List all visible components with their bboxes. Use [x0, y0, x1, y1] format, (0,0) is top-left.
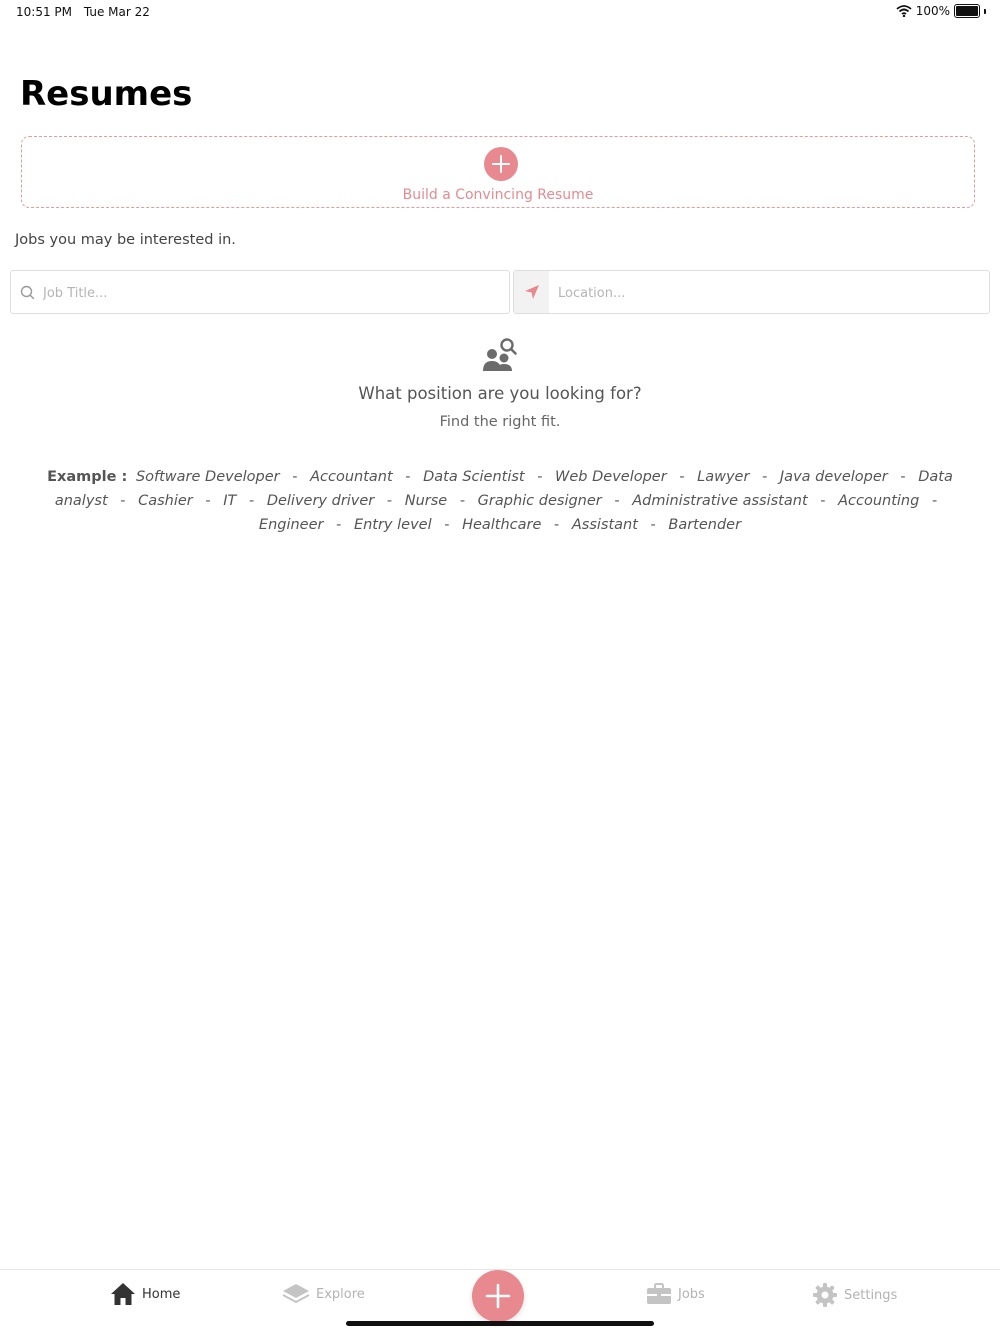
- example-separator: -: [614, 493, 620, 509]
- status-date: Tue Mar 22: [83, 5, 150, 19]
- jobs-caption: Jobs you may be interested in.: [15, 232, 236, 248]
- example-separator: -: [444, 517, 450, 533]
- example-keyword[interactable]: Healthcare: [462, 517, 542, 533]
- example-keyword[interactable]: Accounting: [838, 493, 920, 509]
- job-title-input[interactable]: [41, 271, 505, 315]
- battery-tip: [984, 9, 986, 14]
- example-keyword[interactable]: Administrative assistant: [632, 493, 808, 509]
- example-separator: -: [650, 517, 656, 533]
- page-title: Resumes: [20, 74, 193, 114]
- example-keyword[interactable]: IT: [223, 493, 237, 509]
- example-separator: -: [762, 469, 768, 485]
- layers-icon: [282, 1282, 310, 1306]
- example-keyword[interactable]: Web Developer: [555, 469, 667, 485]
- example-separator: -: [554, 517, 560, 533]
- add-button[interactable]: [472, 1270, 524, 1322]
- status-bar: [0, 0, 1000, 24]
- tab-jobs[interactable]: [646, 1282, 705, 1306]
- example-keyword[interactable]: Nurse: [404, 493, 448, 509]
- example-separator: -: [679, 469, 685, 485]
- example-separator: -: [537, 469, 543, 485]
- status-indicators: [896, 4, 986, 18]
- tab-home[interactable]: [110, 1282, 180, 1306]
- example-keyword[interactable]: Cashier: [138, 493, 193, 509]
- example-separator: -: [292, 469, 298, 485]
- example-separator: -: [248, 493, 255, 509]
- tab-explore-label: Explore: [316, 1286, 365, 1302]
- example-keywords: [30, 465, 970, 537]
- example-keyword[interactable]: Engineer: [258, 517, 324, 533]
- tab-home-label: Home: [142, 1286, 181, 1302]
- example-separator: -: [931, 493, 938, 509]
- search-icon: [20, 285, 35, 300]
- status-time-date: [16, 5, 158, 19]
- example-separator: -: [459, 493, 466, 509]
- example-separator: -: [336, 517, 342, 533]
- location-icon-wrap[interactable]: [514, 271, 549, 313]
- example-separator: -: [386, 493, 393, 509]
- location-search-box[interactable]: [513, 270, 990, 314]
- plus-icon: [484, 1282, 512, 1310]
- build-resume-card[interactable]: [21, 136, 975, 208]
- example-keyword[interactable]: Bartender: [668, 517, 742, 533]
- example-keyword[interactable]: Entry level: [353, 517, 432, 533]
- tab-settings[interactable]: [812, 1282, 897, 1308]
- tab-settings-label: Settings: [844, 1287, 898, 1303]
- example-keyword[interactable]: Graphic designer: [477, 493, 602, 509]
- status-time: 10:51 PM: [16, 5, 72, 19]
- example-keyword[interactable]: Accountant: [310, 469, 393, 485]
- plus-icon[interactable]: [484, 147, 518, 181]
- build-resume-label: Build a Convincing Resume: [402, 187, 594, 203]
- location-input[interactable]: [556, 271, 985, 315]
- job-title-search-box[interactable]: [10, 270, 510, 314]
- tab-explore[interactable]: [282, 1282, 365, 1306]
- example-separator: -: [820, 493, 826, 509]
- example-keyword[interactable]: Lawyer: [697, 469, 750, 485]
- location-arrow-icon: [524, 284, 540, 300]
- empty-state-title: What position are you looking for?: [358, 384, 642, 403]
- wifi-icon: [896, 5, 912, 17]
- example-separator: -: [900, 469, 906, 485]
- battery-icon: [954, 4, 980, 18]
- example-keyword[interactable]: Java developer: [779, 469, 888, 485]
- example-keyword[interactable]: Data Scientist: [423, 469, 525, 485]
- example-separator: -: [205, 493, 211, 509]
- gear-icon: [812, 1282, 838, 1308]
- tab-jobs-label: Jobs: [678, 1286, 705, 1302]
- briefcase-icon: [646, 1282, 672, 1306]
- battery-percent: 100%: [915, 4, 950, 18]
- example-keyword[interactable]: Software Developer: [135, 469, 280, 485]
- home-icon: [110, 1282, 136, 1306]
- example-separator: -: [405, 469, 411, 485]
- empty-state-subtitle: Find the right fit.: [439, 414, 561, 430]
- example-keyword[interactable]: Delivery driver: [266, 493, 375, 509]
- home-indicator: [346, 1321, 654, 1326]
- example-label: Example :: [47, 469, 128, 485]
- example-separator: -: [120, 493, 126, 509]
- example-keyword[interactable]: Assistant: [571, 517, 638, 533]
- example-keyword[interactable]: Data analyst: [54, 469, 953, 509]
- people-search-icon: [482, 337, 518, 373]
